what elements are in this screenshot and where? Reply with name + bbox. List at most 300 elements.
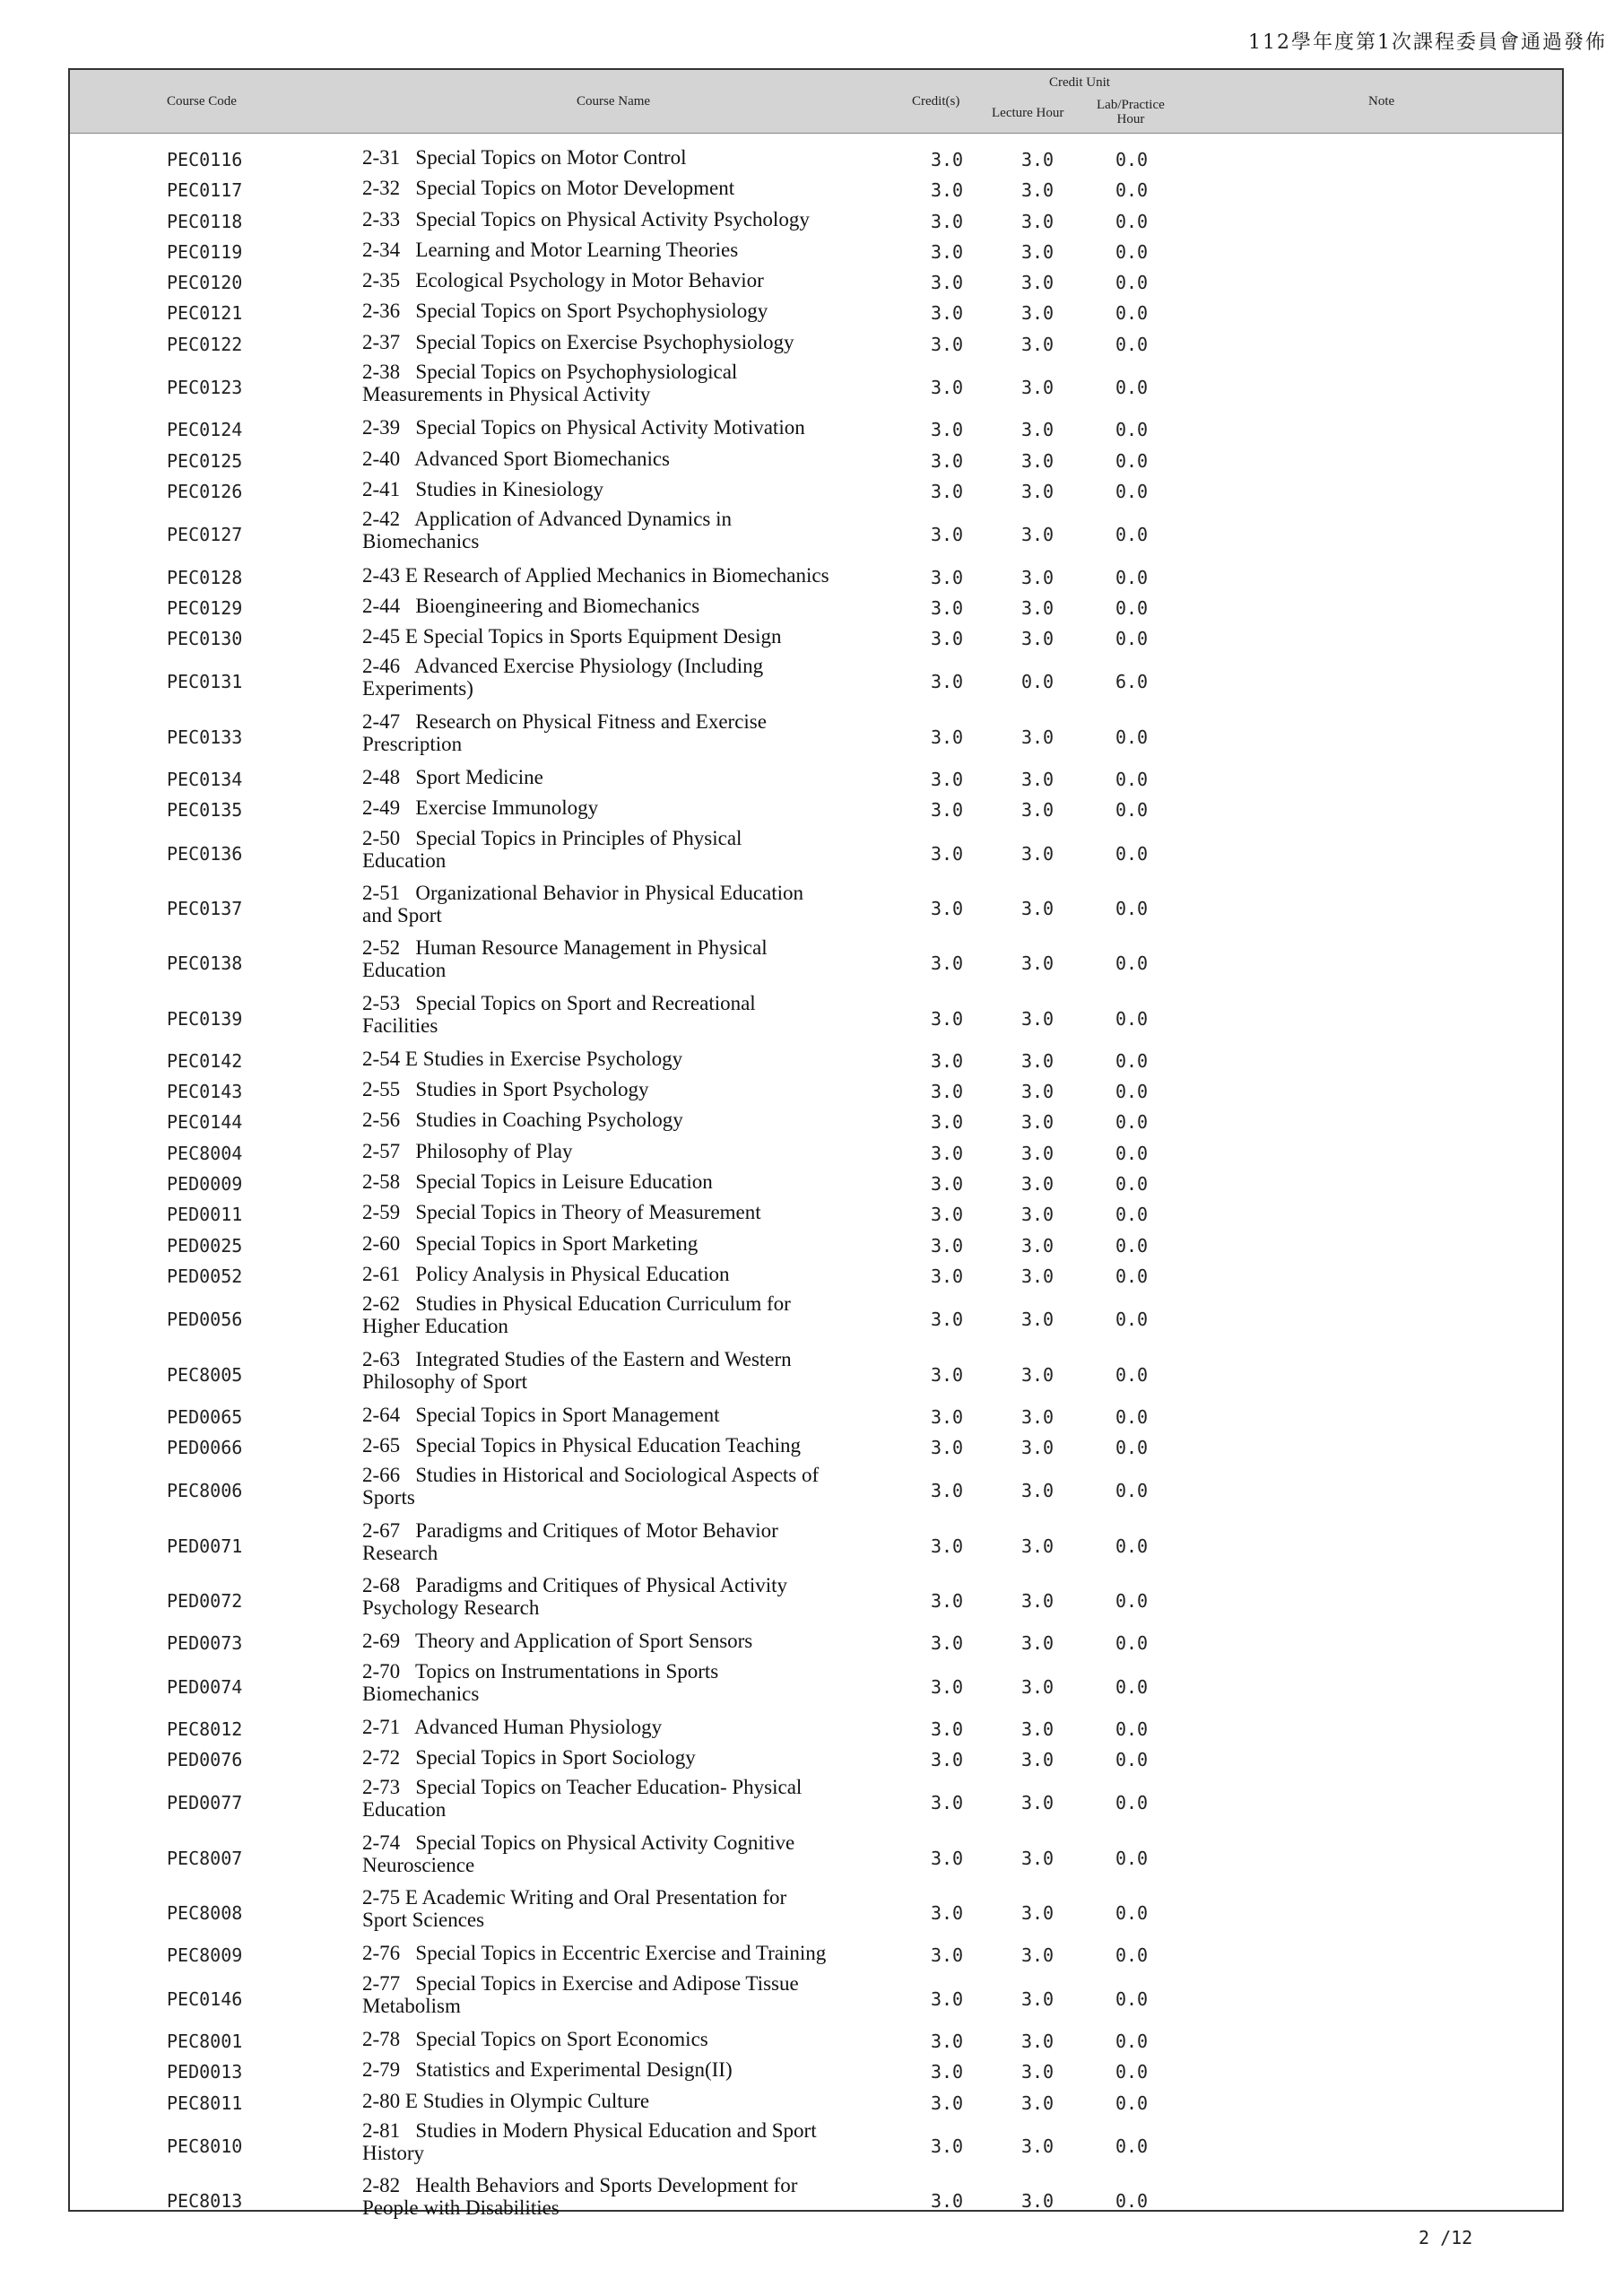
course-code-cell: PEC0143 (167, 1081, 243, 1103)
credits-cell: 3.0 (930, 1480, 964, 1502)
lecture-hour-cell: 3.0 (1020, 149, 1055, 170)
course-code-cell: PEC0124 (167, 419, 243, 441)
credits-cell: 3.0 (930, 671, 964, 693)
course-code-cell: PEC0118 (167, 210, 243, 232)
course-name-cell: 2-57 Philosophy of Play (362, 1139, 573, 1162)
lecture-hour-cell: 3.0 (1020, 1847, 1055, 1869)
credits-cell: 3.0 (930, 726, 964, 748)
lab-hour-cell: 0.0 (1115, 1792, 1149, 1814)
credits-cell: 3.0 (930, 1309, 964, 1331)
table-row (70, 1196, 1562, 1227)
table-row (70, 1657, 1562, 1711)
credits-cell: 3.0 (930, 1081, 964, 1103)
lab-hour-cell: 0.0 (1115, 302, 1149, 325)
course-code-cell: PEC0122 (167, 333, 243, 355)
course-name-cell: 2-79 Statistics and Experimental Design(II) (362, 2058, 733, 2082)
course-name-cell: 2-41 Studies in Kinesiology (362, 477, 603, 500)
course-name-cell: 2-46 Advanced Exercise Physiology (Including Experiments) (362, 655, 764, 700)
credits-cell: 3.0 (930, 1847, 964, 1869)
table-row (70, 1166, 1562, 1196)
credits-cell: 3.0 (930, 1675, 964, 1698)
credits-cell: 3.0 (930, 1142, 964, 1164)
course-name-cell: 2-54 E Studies in Exercise Psychology (362, 1047, 683, 1070)
table-row (70, 1135, 1562, 1166)
course-code-cell: PEC0138 (167, 952, 243, 975)
credits-cell: 3.0 (930, 1749, 964, 1771)
table-body (70, 142, 1562, 2225)
course-code-cell: PEC0119 (167, 240, 243, 263)
course-name-cell: 2-43 E Research of Applied Mechanics in Biomechanics (362, 563, 829, 587)
course-code-cell: PED0025 (167, 1234, 243, 1257)
table-row (70, 204, 1562, 234)
course-code-cell: PED0009 (167, 1173, 243, 1196)
lab-hour-cell: 0.0 (1115, 1902, 1149, 1925)
credits-cell: 3.0 (930, 179, 964, 202)
course-code-cell: PEC8011 (167, 2092, 243, 2114)
lab-hour-cell: 0.0 (1115, 1204, 1149, 1226)
table-row (70, 621, 1562, 651)
course-name-cell: 2-55 Studies in Sport Psychology (362, 1078, 649, 1101)
course-code-cell: PEC8004 (167, 1142, 243, 1164)
table-row (70, 234, 1562, 265)
lecture-hour-cell: 3.0 (1020, 1363, 1055, 1386)
lecture-hour-cell: 3.0 (1020, 628, 1055, 650)
course-name-cell: 2-51 Organizational Behavior in Physical Education and Sport (362, 881, 804, 926)
credits-cell: 3.0 (930, 842, 964, 865)
table-row (70, 443, 1562, 474)
table-row (70, 2023, 1562, 2054)
header-note: Note (1368, 94, 1395, 109)
course-code-cell: PED0052 (167, 1265, 243, 1287)
lab-hour-cell: 0.0 (1115, 952, 1149, 975)
course-code-cell: PEC8012 (167, 1718, 243, 1740)
lab-hour-cell: 0.0 (1115, 1944, 1149, 1967)
course-name-cell: 2-62 Studies in Physical Education Curriculum for Higher Education (362, 1292, 791, 1338)
table-row (70, 1742, 1562, 1772)
table-row (70, 1258, 1562, 1289)
lecture-hour-cell: 3.0 (1020, 333, 1055, 355)
table-row (70, 1711, 1562, 1742)
lab-hour-cell: 0.0 (1115, 1675, 1149, 1698)
course-code-cell: PEC0128 (167, 566, 243, 588)
course-code-cell: PEC8001 (167, 2030, 243, 2052)
credits-cell: 3.0 (930, 1589, 964, 1612)
header-lab-hour-line1: Lab/Practice (1097, 98, 1165, 112)
lecture-hour-cell: 3.0 (1020, 1944, 1055, 1967)
lab-hour-cell: 0.0 (1115, 1007, 1149, 1030)
lecture-hour-cell: 3.0 (1020, 1007, 1055, 1030)
lecture-hour-cell: 3.0 (1020, 1265, 1055, 1287)
table-row (70, 1074, 1562, 1104)
lecture-hour-cell: 3.0 (1020, 1204, 1055, 1226)
course-name-cell: 2-38 Special Topics on Psychophysiological Measurements in Physical Activity (362, 361, 738, 406)
table-row (70, 1043, 1562, 1074)
course-code-cell: PEC0120 (167, 272, 243, 294)
lab-hour-cell: 0.0 (1115, 1987, 1149, 2010)
course-name-cell: 2-37 Special Topics on Exercise Psychophysiology (362, 330, 794, 353)
course-name-cell: 2-78 Special Topics on Sport Economics (362, 2027, 708, 2050)
table-row (70, 1969, 1562, 2023)
course-name-cell: 2-61 Policy Analysis in Physical Education (362, 1262, 730, 1285)
lecture-hour-cell: 3.0 (1020, 726, 1055, 748)
table-row (70, 988, 1562, 1043)
credits-cell: 3.0 (930, 628, 964, 650)
course-code-cell: PEC0137 (167, 897, 243, 919)
course-name-cell: 2-71 Advanced Human Physiology (362, 1715, 663, 1738)
credits-cell: 3.0 (930, 1204, 964, 1226)
course-code-cell: PED0077 (167, 1792, 243, 1814)
lecture-hour-cell: 3.0 (1020, 1792, 1055, 1814)
credits-cell: 3.0 (930, 1792, 964, 1814)
lab-hour-cell: 0.0 (1115, 1234, 1149, 1257)
lab-hour-cell: 0.0 (1115, 726, 1149, 748)
credits-cell: 3.0 (930, 240, 964, 263)
credits-cell: 3.0 (930, 2135, 964, 2157)
lab-hour-cell: 0.0 (1115, 769, 1149, 791)
lab-hour-cell: 0.0 (1115, 1589, 1149, 1612)
lab-hour-cell: 0.0 (1115, 2092, 1149, 2114)
credits-cell: 3.0 (930, 210, 964, 232)
lab-hour-cell: 0.0 (1115, 1718, 1149, 1740)
table-row (70, 1516, 1562, 1570)
lab-hour-cell: 0.0 (1115, 1309, 1149, 1331)
credits-cell: 3.0 (930, 1173, 964, 1196)
header-course-name: Course Name (577, 94, 651, 109)
credits-cell: 3.0 (930, 149, 964, 170)
course-name-cell: 2-67 Paradigms and Critiques of Motor Behavior Research (362, 1518, 778, 1564)
header-credit-unit: Credit Unit (1049, 75, 1110, 90)
table-row (70, 474, 1562, 504)
course-code-cell: PED0076 (167, 1749, 243, 1771)
lab-hour-cell: 0.0 (1115, 210, 1149, 232)
course-code-cell: PEC8007 (167, 1847, 243, 1869)
lecture-hour-cell: 3.0 (1020, 2092, 1055, 2114)
lecture-hour-cell: 3.0 (1020, 1234, 1055, 1257)
course-name-cell: 2-32 Special Topics on Motor Development (362, 177, 735, 200)
lecture-hour-cell: 3.0 (1020, 1718, 1055, 1740)
lab-hour-cell: 0.0 (1115, 480, 1149, 502)
course-code-cell: PEC0125 (167, 449, 243, 472)
header-lab-hour (1097, 98, 1165, 126)
course-code-cell: PEC0139 (167, 1007, 243, 1030)
lecture-hour-cell: 3.0 (1020, 524, 1055, 546)
credits-cell: 3.0 (930, 1049, 964, 1072)
course-code-cell: PED0072 (167, 1589, 243, 1612)
credits-cell: 3.0 (930, 524, 964, 546)
course-name-cell: 2-74 Special Topics on Physical Activity Cognitive Neuroscience (362, 1831, 795, 1876)
table-row (70, 1625, 1562, 1656)
course-name-cell: 2-69 Theory and Application of Sport Sensors (362, 1630, 753, 1653)
course-name-cell: 2-35 Ecological Psychology in Motor Behavior (362, 269, 764, 292)
table-row (70, 823, 1562, 878)
table-row (70, 2116, 1562, 2170)
lab-hour-cell: 0.0 (1115, 1847, 1149, 1869)
lab-hour-cell: 0.0 (1115, 149, 1149, 170)
table-row (70, 412, 1562, 442)
lecture-hour-cell: 3.0 (1020, 1535, 1055, 1557)
course-code-cell: PED0011 (167, 1204, 243, 1226)
course-name-cell: 2-73 Special Topics on Teacher Education- Physical Education (362, 1776, 803, 1822)
lecture-hour-cell: 3.0 (1020, 302, 1055, 325)
course-name-cell: 2-50 Special Topics in Principles of Physical Education (362, 826, 742, 872)
table-row (70, 707, 1562, 761)
lab-hour-cell: 0.0 (1115, 628, 1149, 650)
credits-cell: 3.0 (930, 1902, 964, 1925)
lab-hour-cell: 0.0 (1115, 240, 1149, 263)
table-row (70, 1937, 1562, 1968)
header-credits: Credit(s) (912, 94, 960, 109)
course-name-cell: 2-53 Special Topics on Sport and Recreational Facilities (362, 991, 756, 1037)
table-row (70, 1344, 1562, 1399)
course-code-cell: PEC0126 (167, 480, 243, 502)
lecture-hour-cell: 3.0 (1020, 1480, 1055, 1502)
lab-hour-cell: 0.0 (1115, 449, 1149, 472)
lecture-hour-cell: 3.0 (1020, 272, 1055, 294)
course-name-cell: 2-44 Bioengineering and Biomechanics (362, 594, 700, 617)
course-name-cell: 2-42 Application of Advanced Dynamics in Biomechanics (362, 508, 733, 553)
credits-cell: 3.0 (930, 1944, 964, 1967)
header-course-code: Course Code (167, 94, 237, 109)
course-name-cell: 2-56 Studies in Coaching Psychology (362, 1109, 683, 1132)
lab-hour-cell: 0.0 (1115, 2190, 1149, 2213)
lab-hour-cell: 0.0 (1115, 1363, 1149, 1386)
lab-hour-cell: 0.0 (1115, 2135, 1149, 2157)
course-code-cell: PEC0136 (167, 842, 243, 865)
lecture-hour-cell: 3.0 (1020, 179, 1055, 202)
course-code-cell: PED0056 (167, 1309, 243, 1331)
lecture-hour-cell: 3.0 (1020, 566, 1055, 588)
credits-cell: 3.0 (930, 2061, 964, 2083)
lecture-hour-cell: 3.0 (1020, 480, 1055, 502)
course-code-cell: PED0013 (167, 2061, 243, 2083)
lab-hour-cell: 0.0 (1115, 1142, 1149, 1164)
course-code-cell: PEC0130 (167, 628, 243, 650)
course-name-cell: 2-39 Special Topics on Physical Activity Motivation (362, 416, 805, 439)
course-code-cell: PED0066 (167, 1437, 243, 1459)
lab-hour-cell: 0.0 (1115, 842, 1149, 865)
table-row (70, 1289, 1562, 1344)
course-code-cell: PED0073 (167, 1632, 243, 1655)
course-name-cell: 2-77 Special Topics in Exercise and Adipose Tissue Metabolism (362, 1971, 799, 2017)
lecture-hour-cell: 3.0 (1020, 240, 1055, 263)
lab-hour-cell: 0.0 (1115, 596, 1149, 619)
course-name-cell: 2-80 E Studies in Olympic Culture (362, 2089, 650, 2112)
lab-hour-cell: 0.0 (1115, 1749, 1149, 1771)
lecture-hour-cell: 3.0 (1020, 1589, 1055, 1612)
credits-cell: 3.0 (930, 1007, 964, 1030)
course-name-cell: 2-70 Topics on Instrumentations in Sports Biomechanics (362, 1659, 719, 1705)
lab-hour-cell: 0.0 (1115, 377, 1149, 399)
lecture-hour-cell: 3.0 (1020, 1987, 1055, 2010)
course-code-cell: PEC0142 (167, 1049, 243, 1072)
course-name-cell: 2-48 Sport Medicine (362, 766, 543, 789)
lecture-hour-cell: 3.0 (1020, 1675, 1055, 1698)
table-row (70, 172, 1562, 203)
lecture-hour-cell: 3.0 (1020, 596, 1055, 619)
course-name-cell: 2-75 E Academic Writing and Oral Presentation for Sport Sciences (362, 1886, 787, 1932)
lecture-hour-cell: 3.0 (1020, 1749, 1055, 1771)
table-row (70, 1399, 1562, 1430)
course-code-cell: PED0071 (167, 1535, 243, 1557)
lecture-hour-cell: 3.0 (1020, 2061, 1055, 2083)
credits-cell: 3.0 (930, 1535, 964, 1557)
table-row (70, 933, 1562, 987)
table-row (70, 142, 1562, 172)
lecture-hour-cell: 3.0 (1020, 2135, 1055, 2157)
course-code-cell: PEC0129 (167, 596, 243, 619)
course-name-cell: 2-31 Special Topics on Motor Control (362, 146, 687, 169)
table-row (70, 2054, 1562, 2084)
course-code-cell: PEC8009 (167, 1944, 243, 1967)
table-row (70, 1828, 1562, 1883)
credits-cell: 3.0 (930, 1111, 964, 1134)
course-code-cell: PEC8008 (167, 1902, 243, 1925)
lecture-hour-cell: 3.0 (1020, 1405, 1055, 1428)
credits-cell: 3.0 (930, 449, 964, 472)
course-name-cell: 2-49 Exercise Immunology (362, 796, 599, 820)
course-code-cell: PED0074 (167, 1675, 243, 1698)
course-name-cell: 2-59 Special Topics in Theory of Measurement (362, 1201, 761, 1224)
course-code-cell: PEC0123 (167, 377, 243, 399)
course-name-cell: 2-72 Special Topics in Sport Sociology (362, 1746, 696, 1770)
course-code-cell: PEC0117 (167, 179, 243, 202)
credits-cell: 3.0 (930, 596, 964, 619)
lecture-hour-cell: 3.0 (1020, 419, 1055, 441)
lecture-hour-cell: 3.0 (1020, 897, 1055, 919)
credits-cell: 3.0 (930, 1363, 964, 1386)
credits-cell: 3.0 (930, 1265, 964, 1287)
table-row (70, 2170, 1562, 2225)
table-row (70, 357, 1562, 412)
lecture-hour-cell: 3.0 (1020, 449, 1055, 472)
lab-hour-cell: 0.0 (1115, 2030, 1149, 2052)
lecture-hour-cell: 3.0 (1020, 799, 1055, 822)
course-name-cell: 2-58 Special Topics in Leisure Education (362, 1170, 713, 1194)
lecture-hour-cell: 3.0 (1020, 210, 1055, 232)
course-name-cell: 2-34 Learning and Motor Learning Theories (362, 238, 739, 261)
lab-hour-cell: 0.0 (1115, 799, 1149, 822)
header-lecture-hour: Lecture Hour (992, 106, 1064, 120)
course-name-cell: 2-64 Special Topics in Sport Management (362, 1403, 720, 1426)
lecture-hour-cell: 3.0 (1020, 1049, 1055, 1072)
course-code-cell: PEC8006 (167, 1480, 243, 1502)
lecture-hour-cell: 3.0 (1020, 1309, 1055, 1331)
lecture-hour-cell: 3.0 (1020, 769, 1055, 791)
credits-cell: 3.0 (930, 566, 964, 588)
course-code-cell: PEC0127 (167, 524, 243, 546)
course-code-cell: PEC0131 (167, 671, 243, 693)
table-row (70, 590, 1562, 621)
credits-cell: 3.0 (930, 1405, 964, 1428)
header-lab-hour-line2: Hour (1116, 112, 1145, 126)
table-row (70, 1570, 1562, 1625)
lab-hour-cell: 0.0 (1115, 1081, 1149, 1103)
lab-hour-cell: 0.0 (1115, 1405, 1149, 1428)
table-row (70, 1430, 1562, 1460)
lab-hour-cell: 0.0 (1115, 419, 1149, 441)
lecture-hour-cell: 3.0 (1020, 2190, 1055, 2213)
credits-cell: 3.0 (930, 1632, 964, 1655)
document-banner: 112學年度第1次課程委員會通過發佈 (1248, 31, 1607, 54)
credits-cell: 3.0 (930, 2190, 964, 2213)
course-code-cell: PEC0144 (167, 1111, 243, 1134)
credits-cell: 3.0 (930, 1718, 964, 1740)
course-code-cell: PEC8013 (167, 2190, 243, 2213)
table-row (70, 1104, 1562, 1135)
course-name-cell: 2-76 Special Topics in Eccentric Exercise and Training (362, 1942, 827, 1965)
lab-hour-cell: 0.0 (1115, 1265, 1149, 1287)
credits-cell: 3.0 (930, 952, 964, 975)
course-name-cell: 2-60 Special Topics in Sport Marketing (362, 1231, 699, 1255)
table-row (70, 1883, 1562, 1937)
table-row (70, 1228, 1562, 1258)
lab-hour-cell: 6.0 (1115, 671, 1149, 693)
course-name-cell: 2-82 Health Behaviors and Sports Development for People with Disabilities (362, 2174, 798, 2220)
course-name-cell: 2-45 E Special Topics in Sports Equipment Design (362, 625, 782, 648)
table-row (70, 651, 1562, 706)
table-row (70, 504, 1562, 559)
credits-cell: 3.0 (930, 769, 964, 791)
course-name-cell: 2-33 Special Topics on Physical Activity Psychology (362, 207, 810, 230)
course-code-cell: PEC0133 (167, 726, 243, 748)
lab-hour-cell: 0.0 (1115, 1480, 1149, 1502)
course-name-cell: 2-63 Integrated Studies of the Eastern and Western Philosophy of Sport (362, 1347, 792, 1393)
lecture-hour-cell: 3.0 (1020, 1142, 1055, 1164)
credits-cell: 3.0 (930, 333, 964, 355)
lab-hour-cell: 0.0 (1115, 179, 1149, 202)
credits-cell: 3.0 (930, 1234, 964, 1257)
lecture-hour-cell: 3.0 (1020, 1173, 1055, 1196)
lab-hour-cell: 0.0 (1115, 1173, 1149, 1196)
course-name-cell: 2-52 Human Resource Management in Physical Education (362, 936, 768, 982)
credits-cell: 3.0 (930, 302, 964, 325)
course-code-cell: PEC0121 (167, 302, 243, 325)
course-code-cell: PEC8010 (167, 2135, 243, 2157)
table-row (70, 2085, 1562, 2116)
lab-hour-cell: 0.0 (1115, 524, 1149, 546)
table-row (70, 761, 1562, 792)
lab-hour-cell: 0.0 (1115, 1437, 1149, 1459)
lab-hour-cell: 0.0 (1115, 1632, 1149, 1655)
course-code-cell: PEC0134 (167, 769, 243, 791)
course-name-cell: 2-68 Paradigms and Critiques of Physical Activity Psychology Research (362, 1573, 788, 1619)
course-name-cell: 2-65 Special Topics in Physical Education Teaching (362, 1434, 802, 1457)
credits-cell: 3.0 (930, 897, 964, 919)
table-row (70, 295, 1562, 326)
table-row (70, 560, 1562, 590)
lecture-hour-cell: 3.0 (1020, 842, 1055, 865)
credits-cell: 3.0 (930, 799, 964, 822)
lecture-hour-cell: 0.0 (1020, 671, 1055, 693)
lecture-hour-cell: 3.0 (1020, 1081, 1055, 1103)
table-header (70, 70, 1562, 134)
lab-hour-cell: 0.0 (1115, 272, 1149, 294)
lecture-hour-cell: 3.0 (1020, 1437, 1055, 1459)
credits-cell: 3.0 (930, 480, 964, 502)
lecture-hour-cell: 3.0 (1020, 377, 1055, 399)
lab-hour-cell: 0.0 (1115, 1535, 1149, 1557)
course-name-cell: 2-81 Studies in Modern Physical Education and Sport History (362, 2118, 817, 2164)
lab-hour-cell: 0.0 (1115, 2061, 1149, 2083)
page-number: 2 /12 (1419, 2227, 1473, 2248)
lab-hour-cell: 0.0 (1115, 1111, 1149, 1134)
course-code-cell: PEC0116 (167, 149, 243, 170)
credits-cell: 3.0 (930, 2030, 964, 2052)
lecture-hour-cell: 3.0 (1020, 1902, 1055, 1925)
course-code-cell: PEC0146 (167, 1987, 243, 2010)
lecture-hour-cell: 3.0 (1020, 1111, 1055, 1134)
lecture-hour-cell: 3.0 (1020, 1632, 1055, 1655)
